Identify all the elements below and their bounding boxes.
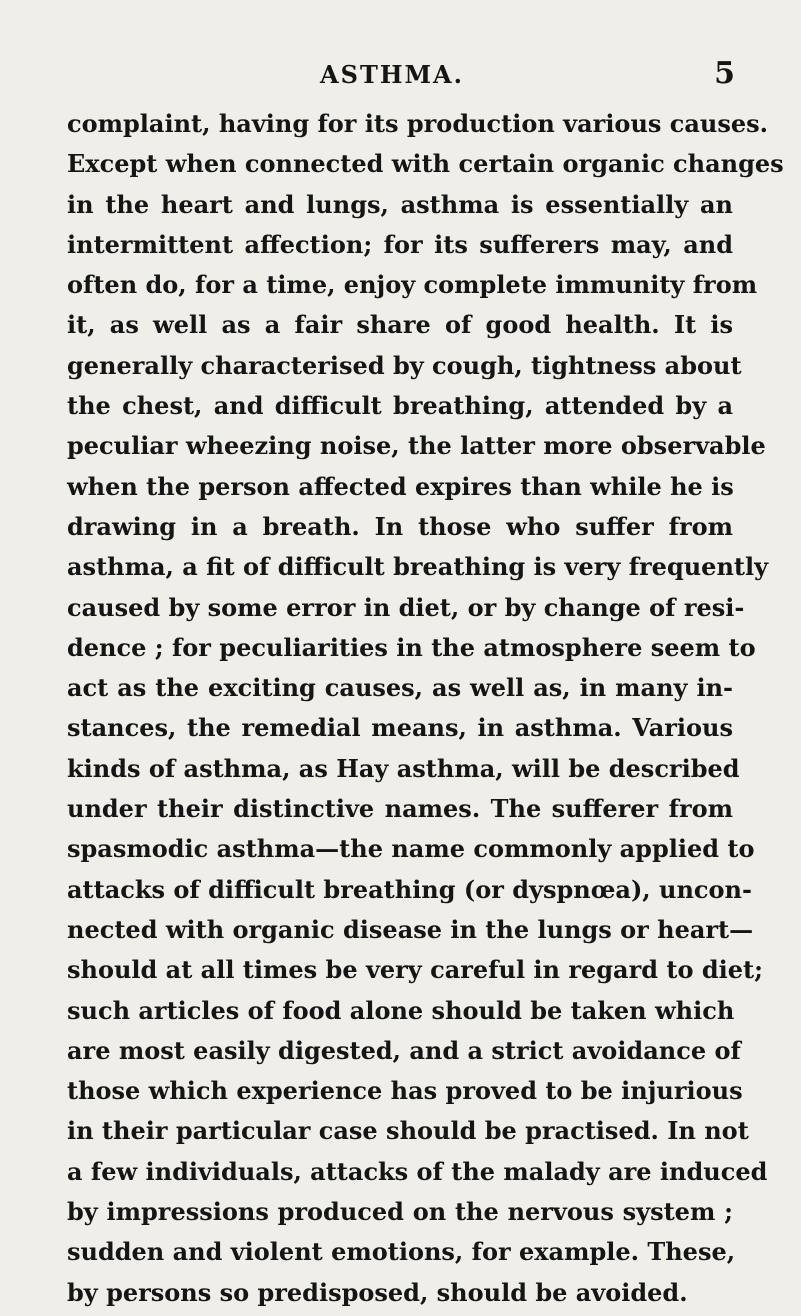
- text-line-16: stances, the remedial means, in asthma. Various: [67, 713, 733, 743]
- text-line-12: asthma, a fit of difficult breathing is very frequently: [67, 552, 769, 582]
- text-line-1: complaint, having for its production various causes.: [67, 109, 769, 138]
- text-line-20: attacks of difficult breathing (or dyspnœa), uncon-: [67, 874, 752, 904]
- text-line-14: dence ; for peculiarities in the atmosphere seem to: [67, 632, 756, 662]
- text-line-29: sudden and violent emotions, for example. These,: [67, 1237, 736, 1267]
- text-line-28: by impressions produced on the nervous system ;: [67, 1197, 733, 1227]
- text-line-30: by persons so predisposed, should be avoided.: [67, 1277, 688, 1307]
- text-line-15: act as the exciting causes, as well as, in many in-: [67, 673, 733, 703]
- text-line-5: often do, for a time, enjoy complete immunity from: [67, 270, 758, 300]
- text-line-21: nected with organic disease in the lungs or heart—: [67, 914, 754, 944]
- text-line-26: in their particular case should be practised. In not: [67, 1116, 749, 1146]
- text-line-3: in the heart and lungs, asthma is essentially an: [67, 189, 733, 219]
- text-line-23: such articles of food alone should be taken which: [67, 995, 735, 1025]
- text-line-8: the chest, and difficult breathing, attended by a: [67, 391, 733, 421]
- text-line-9: peculiar wheezing noise, the latter more observable: [67, 431, 766, 461]
- text-line-18: under their distinctive names. The sufferer from: [67, 794, 733, 824]
- text-line-24: are most easily digested, and a strict avoidance of: [67, 1035, 741, 1065]
- text-line-2: Except when connected with certain organic changes: [67, 149, 784, 179]
- running-head: ASTHMA.: [320, 60, 465, 89]
- text-line-17: kinds of asthma, as Hay asthma, will be described: [67, 753, 740, 783]
- page-body: [67, 104, 784, 1313]
- text-line-19: spasmodic asthma—the name commonly applied to: [67, 834, 755, 864]
- page-header: [0, 56, 801, 92]
- text-line-6: it, as well as a fair share of good health. It is: [67, 310, 733, 340]
- text-line-25: those which experience has proved to be injurious: [67, 1076, 743, 1106]
- text-line-27: a few individuals, attacks of the malady are induced: [67, 1156, 768, 1186]
- page-number: 5: [714, 56, 735, 91]
- text-line-10: when the person affected expires than while he is: [67, 471, 734, 501]
- text-line-4: intermittent affection; for its sufferers may, and: [67, 229, 733, 259]
- text-line-22: should at all times be very careful in regard to diet;: [67, 955, 763, 985]
- text-line-13: caused by some error in diet, or by change of resi-: [67, 592, 745, 622]
- text-line-11: drawing in a breath. In those who suffer from: [67, 511, 733, 541]
- text-line-7: generally characterised by cough, tightness about: [67, 350, 742, 380]
